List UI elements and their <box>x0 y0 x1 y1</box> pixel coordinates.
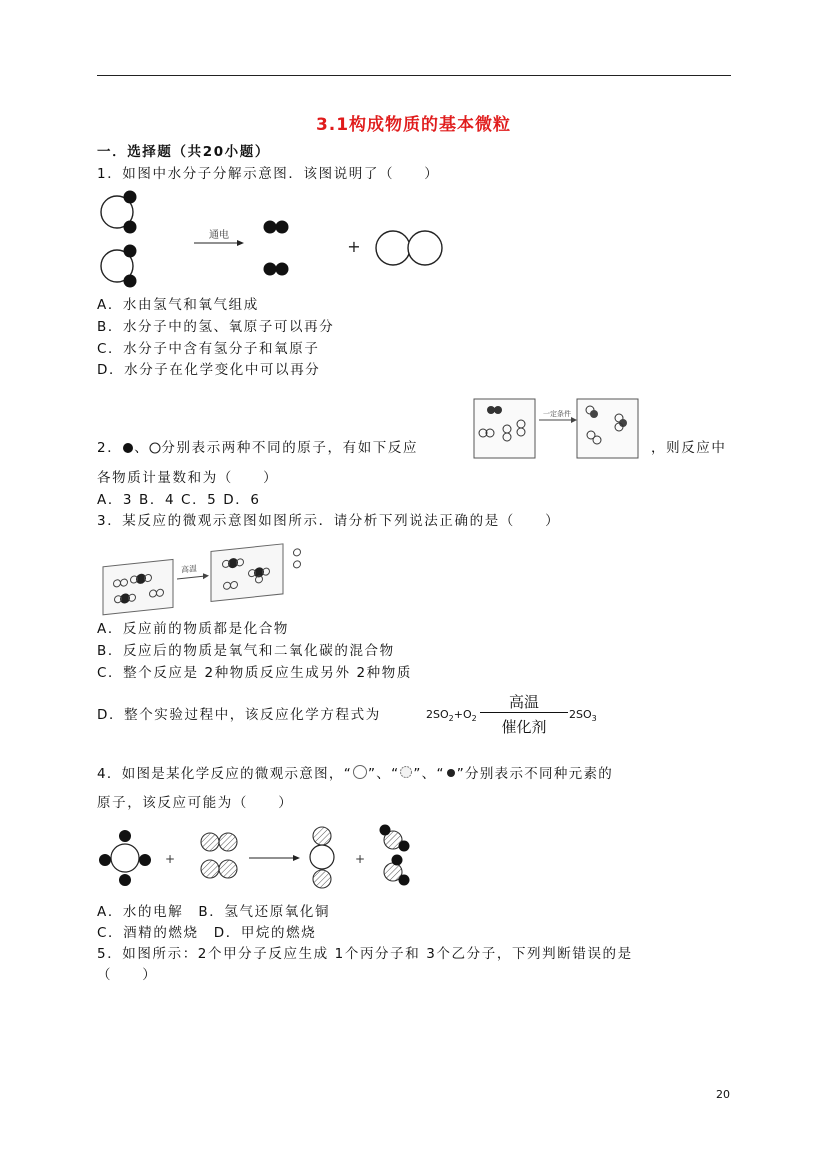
water-molecule-2 <box>101 245 137 288</box>
reactant-molecule-3 <box>201 860 237 878</box>
q3-option-d-text: D．整个实验过程中，该反应化学方程式为 <box>97 707 381 723</box>
q3-equation-left: $2SO_2+O_2$ <box>426 708 477 724</box>
product-molecule-2 <box>380 825 410 852</box>
q2-diagram-label: 一定条件 <box>543 410 571 418</box>
filled-atom-icon <box>122 442 134 454</box>
q1-option-b: B．水分子中的氢、氧原子可以再分 <box>97 319 335 335</box>
q2-reaction-diagram <box>473 398 639 460</box>
q4-plus-2: + <box>354 852 366 866</box>
header-rule <box>97 75 731 76</box>
reactant-molecule-1 <box>99 830 151 886</box>
hydrogen-molecule-2 <box>264 263 289 276</box>
product-molecule-1 <box>310 827 334 888</box>
q3-stem: 3．某反应的微观示意图如图所示．请分析下列说法正确的是（ ） <box>97 513 561 529</box>
q1-option-d: D．水分子在化学变化中可以再分 <box>97 362 321 378</box>
oxygen-molecule <box>376 231 442 265</box>
q3-equation-bar <box>480 712 568 713</box>
q2-stem-line2: 各物质计量数和为（ ） <box>97 470 279 486</box>
hydrogen-molecule-1 <box>264 221 289 234</box>
q2-options: A．3 B．4 C．5 D．6 <box>97 492 261 508</box>
q2-stem-line1 <box>97 439 418 457</box>
q1-plus: + <box>347 237 361 256</box>
hatched-atom-icon <box>399 765 413 779</box>
q3-reaction-diagram <box>101 541 327 611</box>
q3-equation-right: $2SO_3$ <box>569 708 597 724</box>
q1-option-a: A．水由氢气和氧气组成 <box>97 297 259 313</box>
q3-option-c: C．整个反应是 2种物质反应生成另外 2种物质 <box>97 665 412 681</box>
q1-diagram <box>97 188 457 288</box>
q2-stem-mid: 、 <box>134 440 150 456</box>
q3-equation-condition-top: 高温 <box>508 693 539 711</box>
q1-arrow-label: 通电 <box>209 230 229 241</box>
q3-option-a: A．反应前的物质都是化合物 <box>97 621 290 637</box>
q4-stem-line1: 4．如图是某化学反应的微观示意图，“ ”、“ ”、“ ”分别表示不同种元素的 <box>97 766 614 782</box>
water-molecule-1 <box>101 191 137 234</box>
q3-option-d <box>97 706 381 724</box>
q5-stem-line2: （ ） <box>97 967 158 983</box>
q3-diagram-label: 高温 <box>180 563 198 575</box>
reaction-arrow <box>194 228 244 246</box>
q2-stem-pre: 2． <box>97 440 123 456</box>
page-title: 3.1构成物质的基本微粒 <box>315 115 512 135</box>
q2-stem-tail: ，则反应中 <box>651 440 727 456</box>
q3-equation-condition-bottom: 催化剂 <box>501 718 547 736</box>
q4-option-ab: A．水的电解 B．氢气还原氧化铜 <box>97 904 331 920</box>
filled-atom-icon <box>445 767 457 779</box>
q3-option-b: B．反应后的物质是氧气和二氧化碳的混合物 <box>97 643 395 659</box>
product-molecule-3 <box>384 855 410 886</box>
q1-option-c: C．水分子中含有氢分子和氧原子 <box>97 341 320 357</box>
page-number: 20 <box>716 1088 730 1101</box>
hollow-atom-icon <box>352 765 368 779</box>
q4-stem-line2: 原子，该反应可能为（ ） <box>97 795 294 811</box>
hollow-atom-icon <box>149 442 161 454</box>
q5-stem: 5．如图所示：2个甲分子反应生成 1个丙分子和 3个乙分子，下列判断错误的是 <box>97 946 633 962</box>
q1-stem: 1．如图中水分子分解示意图．该图说明了（ ） <box>97 166 440 182</box>
q4-reaction-diagram <box>97 822 427 892</box>
q2-stem-post: 分别表示两种不同的原子，有如下反应 <box>161 440 419 456</box>
q4-plus-1: + <box>164 852 176 866</box>
reactant-molecule-2 <box>201 833 237 851</box>
q4-option-cd: C．酒精的燃烧 D．甲烷的燃烧 <box>97 925 317 941</box>
section-heading: 一．选择题（共20小题） <box>97 144 270 160</box>
